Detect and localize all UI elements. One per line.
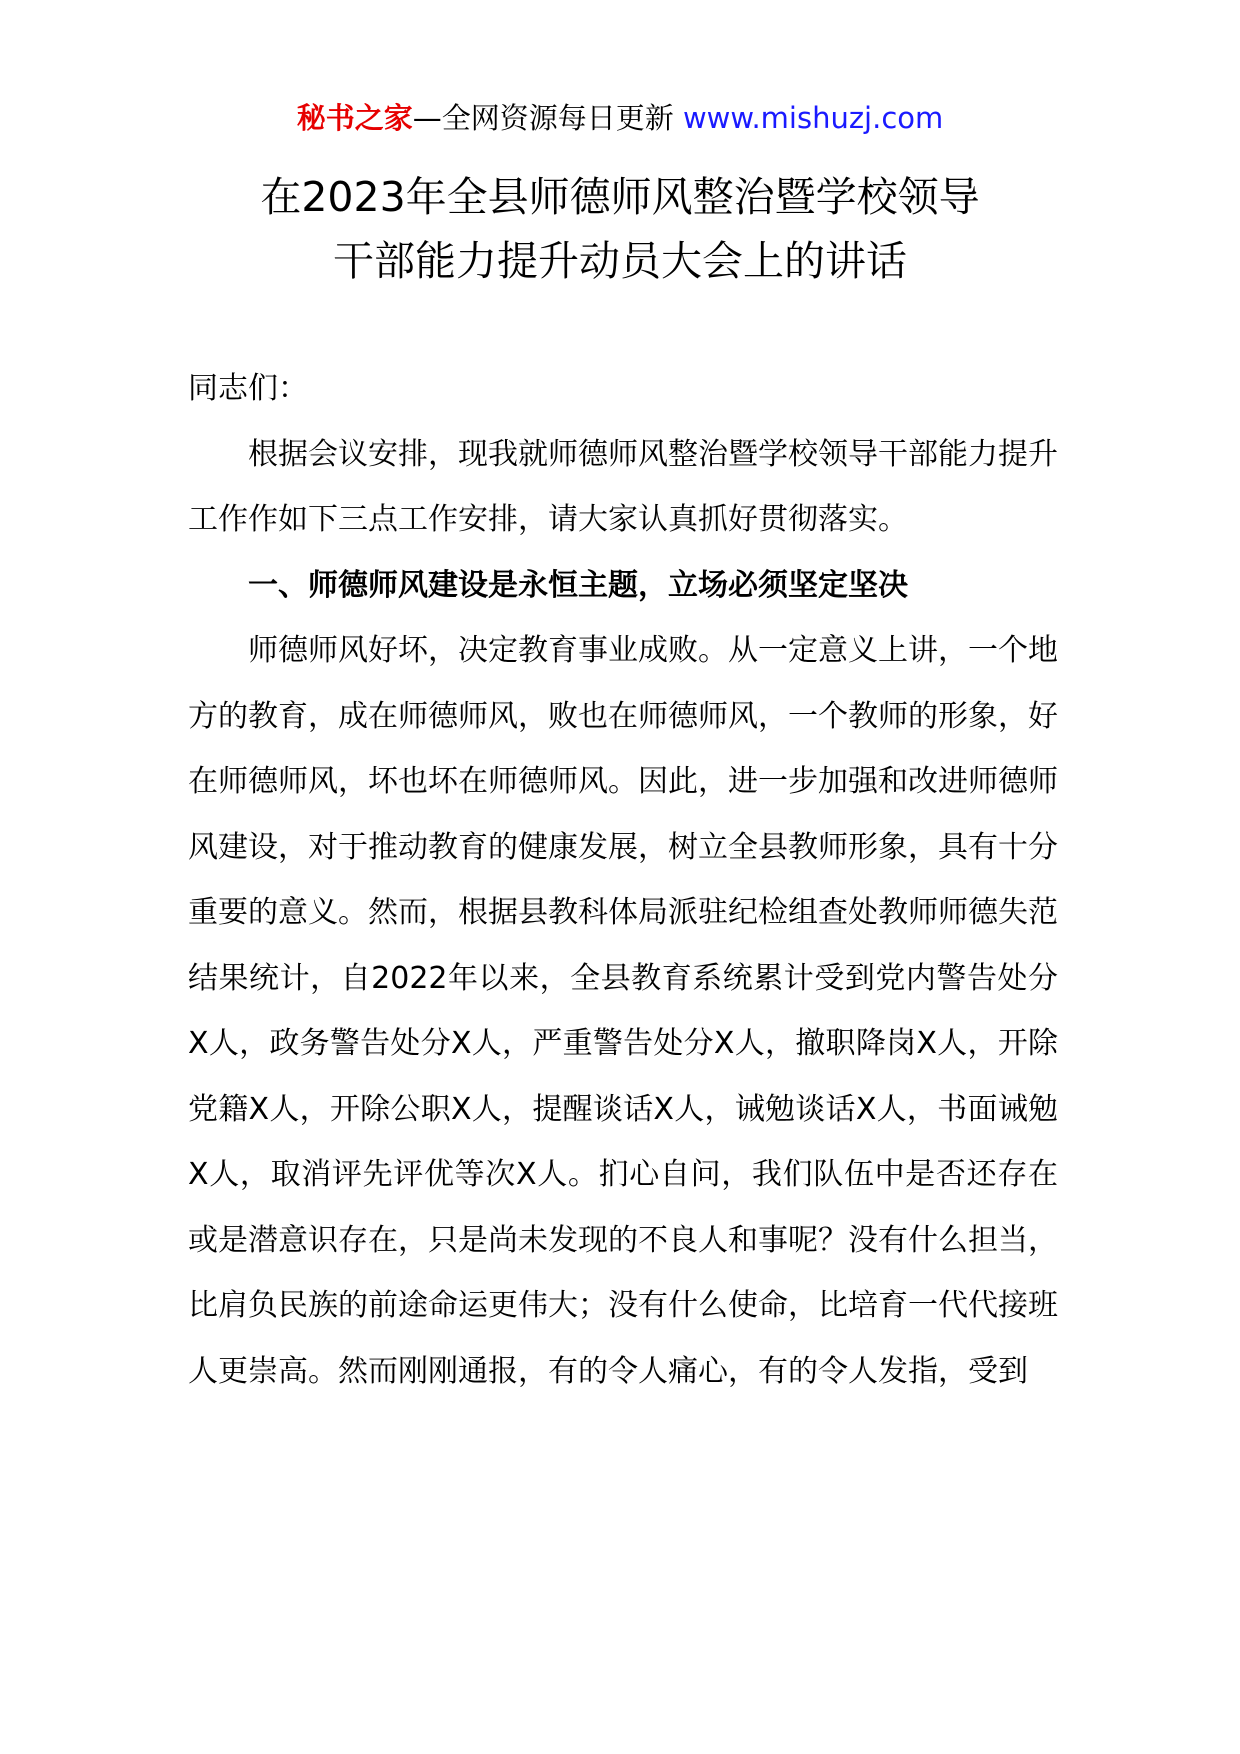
header-slogan: —全网资源每日更新 [412, 101, 683, 135]
document-title [150, 165, 1090, 293]
site-url[interactable]: www.mishuzj.com [682, 101, 944, 135]
title-line-1: 在2023年全县师德师风整治暨学校领导 [260, 173, 980, 221]
paragraph-intro: 根据会议安排，现我就师德师风整治暨学校领导干部能力提升工作作如下三点工作安排，请大家认真抓好贯彻落实。 [188, 436, 1058, 537]
salutation: 同志们： [188, 371, 308, 406]
site-header [0, 98, 1240, 138]
document-body [188, 356, 1058, 1404]
paragraph-section-1: 师德师风好坏，决定教育事业成败。从一定意义上讲，一个地方的教育，成在师德师风，败也在师德师风，一个教师的形象，好在师德师风，坏也坏在师德师风。因此，进一步加强和改进师德师风建设，对于推动教育的健康发展，树立全县教师形象，具有十分重要的意义。然而，根据县教科体局派驻纪检组查处教师师德失范结果统计，自2022年以来，全县教育系统累计受到党内警告处分X人，政务警告处分X人，严重警告处分X人，撤职降岗X人，开除党籍X人，开除公职X人，提醒谈话X人，诫勉谈话X人，书面诫勉X人，取消评先评优等次X人。扪心自问，我们队伍中是否还存在或是潜意识存在，只是尚未发现的不良人和事呢？没有什么担当，比肩负民族的前途命运更伟大；没有什么使命，比培育一代代接班人更崇高。然而刚刚通报，有的令人痛心，有的令人发指，受到 [188, 633, 1058, 1389]
section-heading-1: 一、师德师风建设是永恒主题，立场必须坚定坚决 [248, 567, 908, 603]
brand-name: 秘书之家 [296, 101, 413, 135]
title-line-2: 干部能力提升动员大会上的讲话 [333, 237, 907, 285]
